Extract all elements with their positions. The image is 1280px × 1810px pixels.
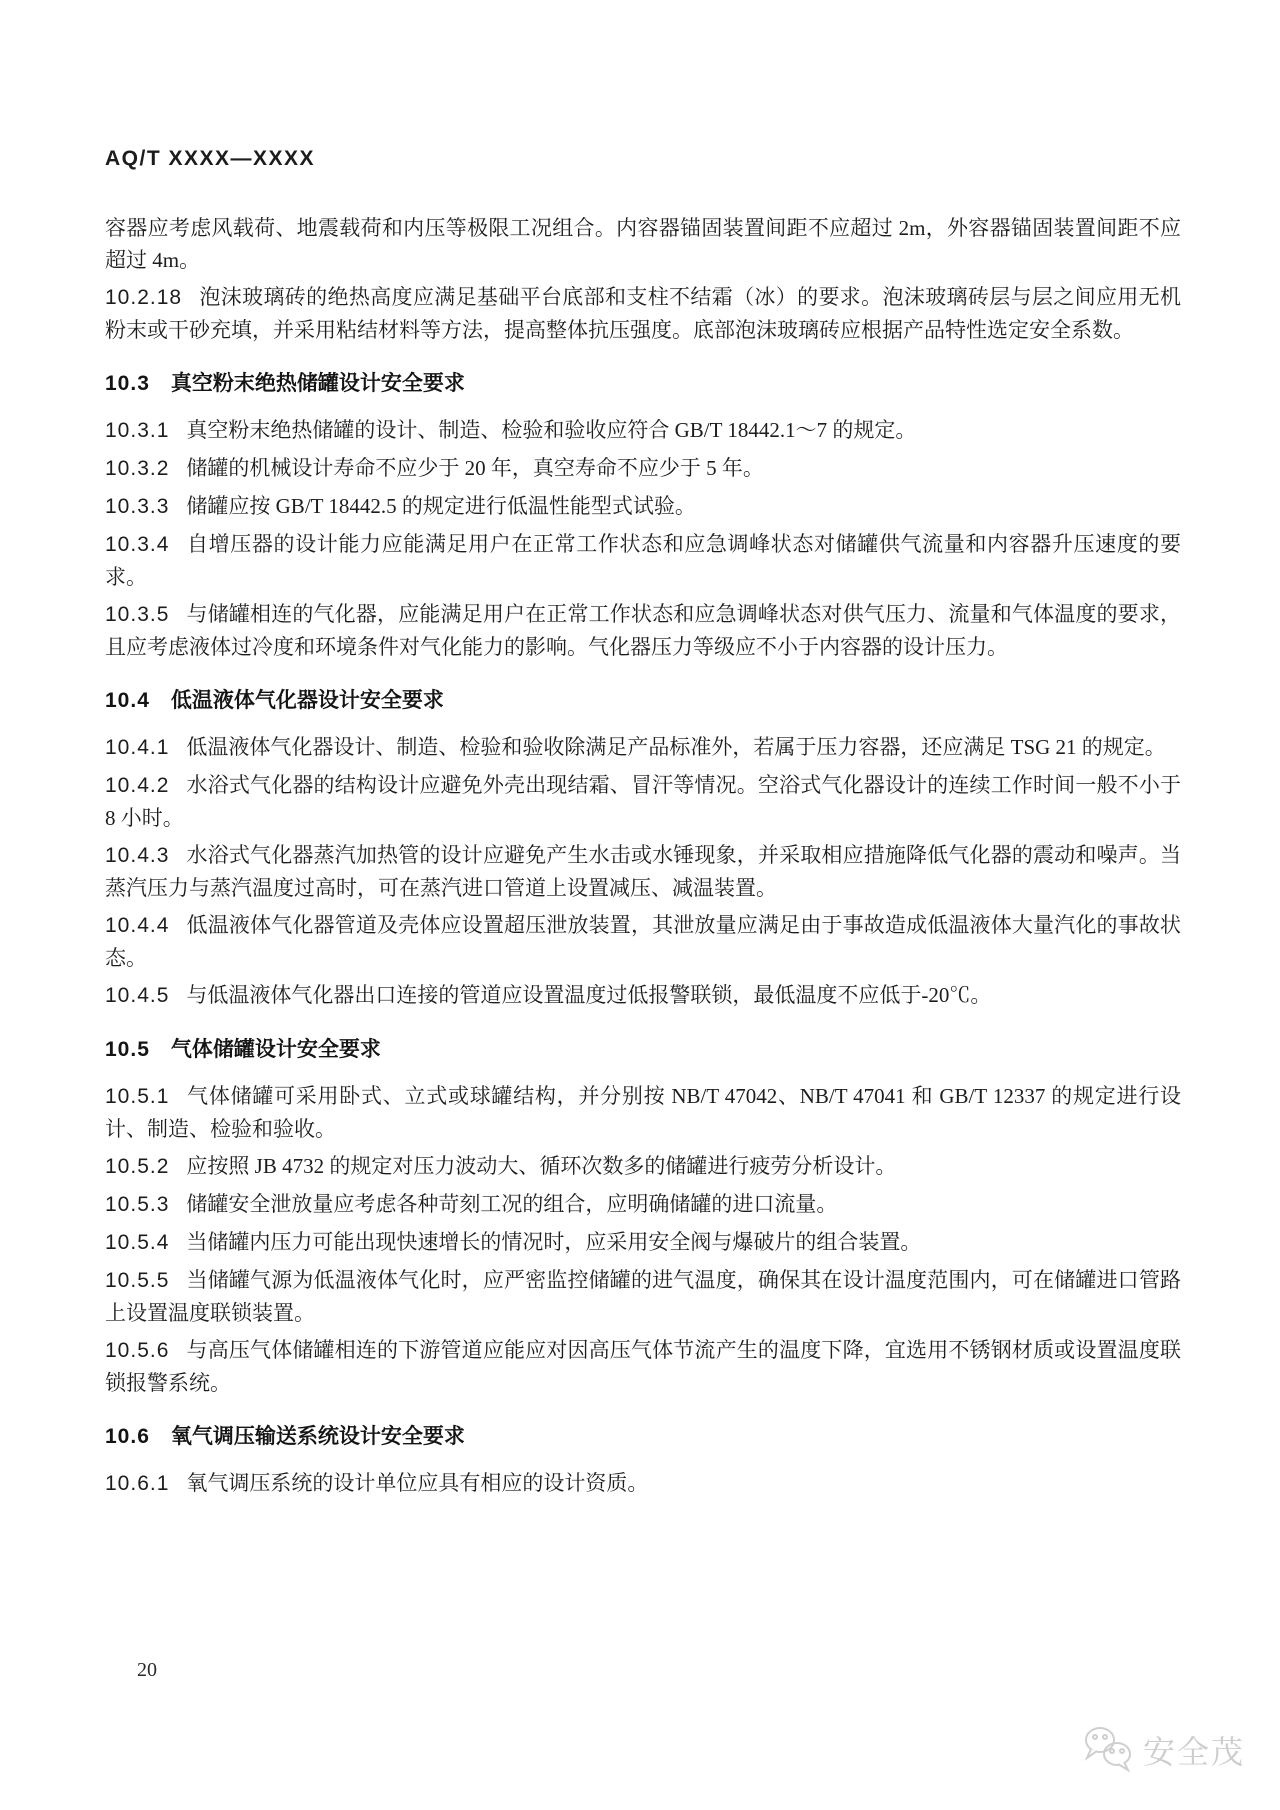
clause-10-5-3 — [105, 1188, 1181, 1221]
clause-number: 10.4.2 — [105, 774, 170, 797]
clause-10-3-1 — [105, 414, 1181, 447]
clause-text: 当储罐内压力可能出现快速增长的情况时，应采用安全阀与爆破片的组合装置。 — [186, 1230, 922, 1254]
clause-text: 储罐应按 GB/T 18442.5 的规定进行低温性能型式试验。 — [186, 494, 696, 518]
clause-number: 10.5.6 — [105, 1339, 170, 1362]
section-heading-10-5 — [105, 1035, 1181, 1065]
clause-number: 10.5.3 — [105, 1193, 170, 1216]
clause-text: 与低温液体气化器出口连接的管道应设置温度过低报警联锁，最低温度不应低于-20℃。 — [186, 983, 992, 1007]
clause-number: 10.3.2 — [105, 457, 170, 480]
watermark — [1082, 1726, 1245, 1774]
clause-text: 气体储罐可采用卧式、立式或球罐结构，并分别按 NB/T 47042、NB/T 47041 和 GB/T 12337 的规定进行设计、制造、检验和验收。 — [105, 1084, 1181, 1141]
clause-10-4-5 — [105, 979, 1181, 1012]
clause-10-5-2 — [105, 1150, 1181, 1183]
clause-text: 应按照 JB 4732 的规定对压力波动大、循环次数多的储罐进行疲劳分析设计。 — [186, 1154, 897, 1178]
clause-number: 10.4.1 — [105, 736, 170, 759]
clause-number: 10.3.1 — [105, 419, 170, 442]
clause-text: 自增压器的设计能力应能满足用户在正常工作状态和应急调峰状态对储罐供气流量和内容器升压速度的要求。 — [105, 532, 1181, 589]
clause-number: 10.5.4 — [105, 1231, 170, 1254]
clause-text: 与高压气体储罐相连的下游管道应能应对因高压气体节流产生的温度下降，宜选用不锈钢材质或设置温度联锁报警系统。 — [105, 1338, 1181, 1395]
section-number: 10.6 — [105, 1425, 150, 1448]
section-heading-10-4 — [105, 686, 1181, 716]
clause-number: 10.3.5 — [105, 603, 170, 626]
clause-10-5-5 — [105, 1264, 1181, 1329]
clause-text: 水浴式气化器的结构设计应避免外壳出现结霜、冒汗等情况。空浴式气化器设计的连续工作时间一般不小于 8 小时。 — [105, 773, 1181, 830]
section-heading-10-3 — [105, 369, 1181, 399]
wechat-icon — [1082, 1726, 1136, 1774]
clause-number: 10.5.2 — [105, 1155, 170, 1178]
document-header: AQ/T XXXX—XXXX — [105, 147, 316, 170]
clause-number: 10.2.18 — [105, 286, 183, 309]
clause-10-3-2 — [105, 452, 1181, 485]
clause-text: 氧气调压系统的设计单位应具有相应的设计资质。 — [186, 1471, 649, 1495]
clause-10-4-4 — [105, 909, 1181, 974]
clause-number: 10.3.3 — [105, 495, 170, 518]
clause-10-5-4 — [105, 1226, 1181, 1259]
document-body — [105, 207, 1181, 1505]
clause-text: 真空粉末绝热储罐的设计、制造、检验和验收应符合 GB/T 18442.1～7 的规定。 — [186, 418, 917, 442]
clause-10-3-3 — [105, 490, 1181, 523]
section-title: 真空粉末绝热储罐设计安全要求 — [170, 372, 465, 395]
clause-10-6-1 — [105, 1467, 1181, 1500]
clause-text: 储罐安全泄放量应考虑各种苛刻工况的组合，应明确储罐的进口流量。 — [186, 1192, 838, 1216]
clause-number: 10.6.1 — [105, 1472, 170, 1495]
clause-10-4-2 — [105, 769, 1181, 834]
paragraph-continuation — [105, 212, 1181, 276]
page-number: 20 — [137, 1659, 157, 1681]
clause-number: 10.5.1 — [105, 1085, 170, 1108]
clause-number: 10.5.5 — [105, 1269, 170, 1292]
clause-text: 储罐的机械设计寿命不应少于 20 年，真空寿命不应少于 5 年。 — [186, 456, 764, 480]
section-title: 气体储罐设计安全要求 — [170, 1038, 381, 1061]
clause-text: 与储罐相连的气化器，应能满足用户在正常工作状态和应急调峰状态对供气压力、流量和气体温度的要求，且应考虑液体过冷度和环境条件对气化能力的影响。气化器压力等级应不小于内容器的设计压力。 — [105, 602, 1181, 659]
paragraph-text: 容器应考虑风载荷、地震载荷和内压等极限工况组合。内容器锚固装置间距不应超过 2m，外容器锚固装置间距不应超过 4m。 — [105, 216, 1181, 272]
clause-10-4-3 — [105, 839, 1181, 904]
section-title: 低温液体气化器设计安全要求 — [170, 689, 444, 712]
section-number: 10.4 — [105, 689, 150, 712]
clause-10-5-6 — [105, 1334, 1181, 1399]
section-number: 10.3 — [105, 372, 150, 395]
watermark-text: 安全茂 — [1143, 1734, 1246, 1770]
section-title: 氧气调压输送系统设计安全要求 — [170, 1425, 465, 1448]
clause-text: 泡沫玻璃砖的绝热高度应满足基础平台底部和支柱不结霜（冰）的要求。泡沫玻璃砖层与层之间应用无机粉末或干砂充填，并采用粘结材料等方法，提高整体抗压强度。底部泡沫玻璃砖应根据产品特性选定安全系数。 — [105, 285, 1181, 342]
clause-10-3-4 — [105, 528, 1181, 593]
clause-number: 10.4.4 — [105, 914, 170, 937]
clause-number: 10.3.4 — [105, 533, 170, 556]
clause-number: 10.4.3 — [105, 844, 170, 867]
clause-10-3-5 — [105, 598, 1181, 663]
clause-10-2-18 — [105, 281, 1181, 346]
clause-text: 低温液体气化器管道及壳体应设置超压泄放装置，其泄放量应满足由于事故造成低温液体大量汽化的事故状态。 — [105, 913, 1181, 970]
clause-10-4-1 — [105, 731, 1181, 764]
clause-text: 水浴式气化器蒸汽加热管的设计应避免产生水击或水锤现象，并采取相应措施降低气化器的震动和噪声。当蒸汽压力与蒸汽温度过高时，可在蒸汽进口管道上设置减压、减温装置。 — [105, 843, 1181, 900]
clause-10-5-1 — [105, 1080, 1181, 1145]
clause-number: 10.4.5 — [105, 984, 170, 1007]
section-number: 10.5 — [105, 1038, 150, 1061]
clause-text: 低温液体气化器设计、制造、检验和验收除满足产品标准外，若属于压力容器，还应满足 TSG 21 的规定。 — [186, 735, 1166, 759]
clause-text: 当储罐气源为低温液体气化时，应严密监控储罐的进气温度，确保其在设计温度范围内，可在储罐进口管路上设置温度联锁装置。 — [105, 1268, 1181, 1325]
section-heading-10-6 — [105, 1422, 1181, 1452]
